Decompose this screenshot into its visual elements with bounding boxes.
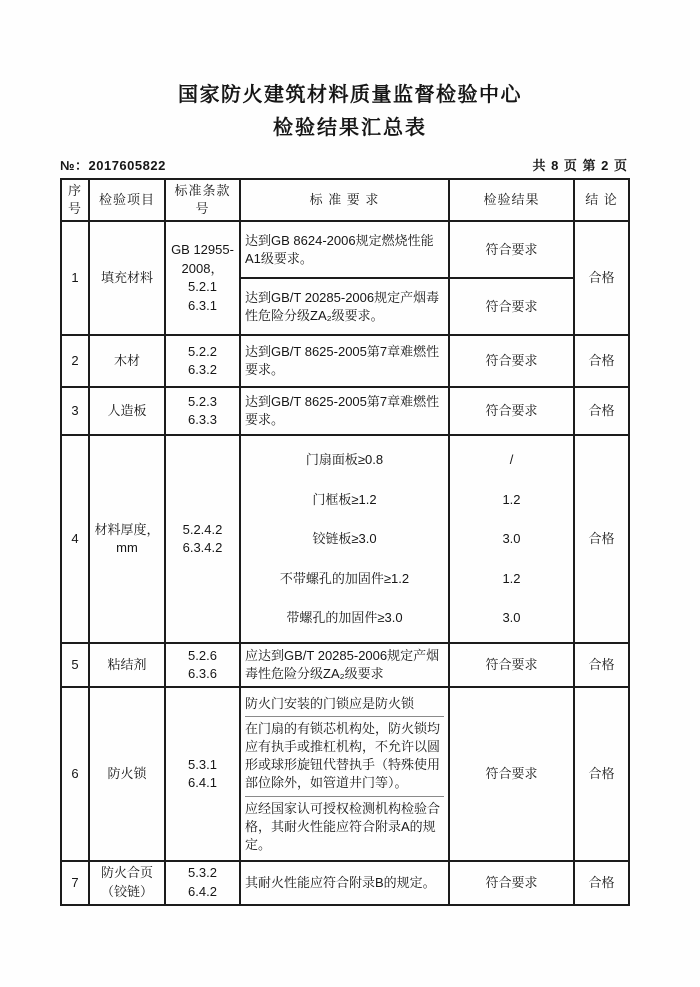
clause-line: 6.4.1	[188, 775, 217, 791]
table-row	[61, 387, 629, 435]
clause-line: 5.2.4.2	[182, 521, 223, 537]
clause-line: 5.2.6	[188, 647, 217, 663]
result-cell	[449, 435, 574, 643]
meta-row	[60, 155, 628, 174]
document-number-label: №：	[60, 158, 89, 173]
requirement-item: 门扇面板≥0.8	[305, 452, 384, 468]
seq-cell: 4	[61, 435, 89, 643]
clause-line: 5.2.3	[188, 393, 217, 409]
seq-cell: 5	[61, 643, 89, 687]
item-cell: 人造板	[89, 387, 165, 435]
page-count-info: 共 8 页 第 2 页	[532, 158, 628, 173]
conclusion-cell: 合格	[574, 435, 629, 643]
clause-line: 6.3.3	[188, 412, 217, 428]
result-cell: 符合要求	[449, 387, 574, 435]
item-cell: 填充材料	[89, 221, 165, 335]
requirement-cell	[240, 687, 449, 861]
result-stack	[454, 438, 569, 640]
page-title: 国家防火建筑材料质量监督检验中心	[178, 84, 522, 106]
clause-line: 6.3.6	[188, 666, 217, 682]
result-cell: 符合要求	[449, 335, 574, 387]
column-header-conclusion: 结 论	[574, 179, 629, 221]
clause-line: 6.4.2	[188, 884, 217, 900]
result-cell: 符合要求	[449, 643, 574, 687]
page-subtitle: 检验结果汇总表	[273, 117, 427, 139]
requirement-paragraph: 防火门安装的门锁应是防火锁	[245, 695, 415, 711]
item-line: 防火合页	[100, 865, 153, 881]
requirement-item: 不带螺孔的加固件≥1.2	[279, 570, 410, 586]
column-header-seq: 序号	[61, 179, 89, 221]
clause-line: 6.3.4.2	[182, 540, 223, 556]
result-cell: 符合要求	[449, 687, 574, 861]
result-cell: 符合要求	[449, 278, 574, 335]
conclusion-cell: 合格	[574, 687, 629, 861]
requirement-cell	[240, 435, 449, 643]
item-cell: 粘结剂	[89, 643, 165, 687]
requirement-cell: 达到GB/T 8625-2005第7章难燃性要求。	[240, 387, 449, 435]
item-cell	[89, 435, 165, 643]
column-header-requirement: 标 准 要 求	[240, 179, 449, 221]
requirement-item: 门框板≥1.2	[312, 491, 377, 507]
item-cell: 防火锁	[89, 687, 165, 861]
conclusion-cell: 合格	[574, 387, 629, 435]
item-line: mm	[116, 540, 138, 556]
clause-cell	[165, 643, 240, 687]
requirement-cell: 应达到GB/T 20285-2006规定产烟毒性危险分级ZA₂级要求	[240, 643, 449, 687]
conclusion-cell: 合格	[574, 335, 629, 387]
clause-cell	[165, 435, 240, 643]
column-header-result: 检验结果	[449, 179, 574, 221]
result-item: 3.0	[502, 531, 521, 547]
table-row	[61, 861, 629, 905]
column-header-clause: 标准条款号	[165, 179, 240, 221]
document-number	[60, 155, 166, 174]
result-item: 1.2	[502, 491, 521, 507]
requirement-paragraph: 在门扇的有锁芯机构处，防火锁均应有执手或推杠机构，不允许以圆形或球形旋钮代替执手（特殊使用部位除外，如管道井门等）。	[245, 716, 444, 796]
requirement-cell: 其耐火性能应符合附录B的规定。	[240, 861, 449, 905]
clause-line: 5.3.2	[188, 865, 217, 881]
table-row	[61, 221, 629, 278]
seq-cell: 1	[61, 221, 89, 335]
clause-cell	[165, 335, 240, 387]
clause-cell	[165, 861, 240, 905]
requirement-cell: 达到GB/T 20285-2006规定产烟毒性危险分级ZA₂级要求。	[240, 278, 449, 335]
requirement-cell: 达到GB 8624-2006规定燃烧性能A1级要求。	[240, 221, 449, 278]
clause-cell	[165, 687, 240, 861]
clause-line: 2008，5.2.1	[181, 260, 224, 295]
clause-line: 5.2.2	[188, 343, 217, 359]
requirement-cell: 达到GB/T 8625-2005第7章难燃性要求。	[240, 335, 449, 387]
conclusion-cell: 合格	[574, 643, 629, 687]
clause-line: 6.3.2	[188, 362, 217, 378]
result-item: /	[509, 452, 514, 468]
clause-line: 6.3.1	[188, 298, 217, 314]
result-item: 1.2	[502, 570, 521, 586]
document-number-value: 2017605822	[88, 158, 166, 173]
conclusion-cell: 合格	[574, 221, 629, 335]
item-cell	[89, 861, 165, 905]
seq-cell: 7	[61, 861, 89, 905]
item-cell: 木材	[89, 335, 165, 387]
requirement-item: 带螺孔的加固件≥3.0	[286, 610, 403, 626]
seq-cell: 2	[61, 335, 89, 387]
result-cell: 符合要求	[449, 861, 574, 905]
column-header-item: 检验项目	[89, 179, 165, 221]
requirement-item: 铰链板≥3.0	[312, 531, 377, 547]
clause-cell	[165, 387, 240, 435]
requirement-paragraph: 应经国家认可授权检测机构检验合格，其耐火性能应符合附录A的规定。	[245, 796, 444, 858]
table-row	[61, 335, 629, 387]
table-row	[61, 435, 629, 643]
requirement-stack	[245, 438, 444, 640]
result-cell: 符合要求	[449, 221, 574, 278]
clause-line: GB 12955-	[171, 241, 234, 257]
result-item: 3.0	[502, 610, 521, 626]
conclusion-cell: 合格	[574, 861, 629, 905]
seq-cell: 3	[61, 387, 89, 435]
results-table	[60, 178, 630, 906]
table-row	[61, 643, 629, 687]
clause-cell	[165, 221, 240, 335]
item-line: 材料厚度，	[94, 521, 160, 537]
clause-line: 5.3.1	[188, 756, 217, 772]
seq-cell: 6	[61, 687, 89, 861]
table-header-row	[61, 179, 629, 221]
item-line: （铰链）	[100, 884, 153, 900]
table-row	[61, 687, 629, 861]
